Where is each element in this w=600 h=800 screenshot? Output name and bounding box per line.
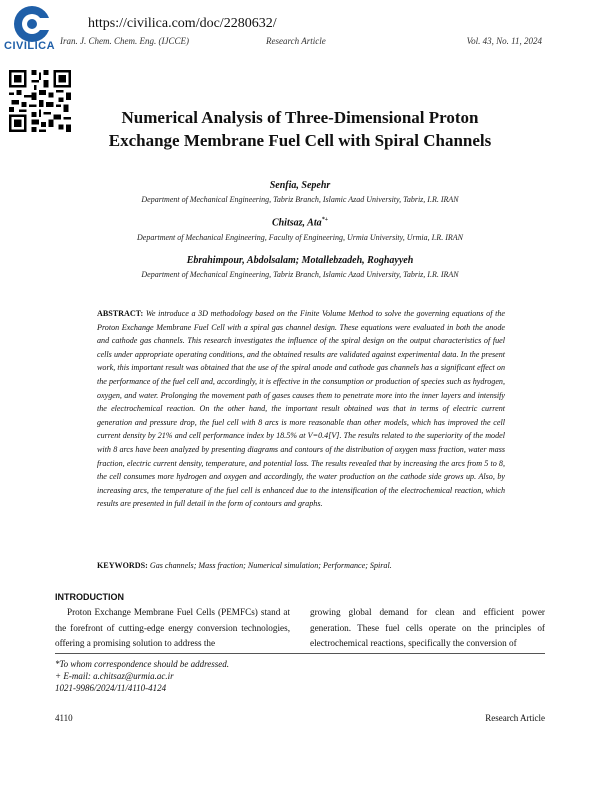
abstract-text: We introduce a 3D methodology based on the Finite Volume Method to solve the governing equations of the Proton Exchange Membrane Fuel Cell with a spiral gas channel design. These equations were evaluated in both the anode and cathode gas channels. This research investigates the influence of the spiral design on the output characteristics of fuel cells under appropriate operating conditions, and the obtained results are validated against experimental data. In the present work, this important result was obtained that the use of the spiral anode and cathode gas channels has a significant effect on the performance of the fuel cell and, accordingly, it is effective in the consumption or production of species such as hydrogen, oxygen, and water. Prolonging the movement path of gases causes them to penetrate more into the inner layers and intensify the electrochemical reaction. On the other hand, the important result obtained was that in terms of electric current generation and pressure drop, the fuel cell with 8 arcs is more reasonable than other models, which has improved the cell current density by 21% and cell performance index by 18.5% at V=0.4[V]. The results related to the superiority of the model with 8 arcs have been analyzed by presenting diagrams and contours of the distribution of oxygen mass fraction, water mass fraction, electric current density, temperature, and potential loss. The results revealed that by increasing the arcs from 5 to 8, the cell consumes more hydrogen and oxygen and accordingly, the water production on the cathode side grows up. Also, by increasing arcs, the temperature of the fuel cell is enhanced due to the intensification of the electrochemical reaction, which results are presented in full detail in the form of contours and graphs. <box>97 309 505 509</box>
footnote-divider <box>55 653 545 654</box>
abstract-label: ABSTRACT: <box>97 309 144 318</box>
keywords-label: KEYWORDS: <box>97 561 148 570</box>
logo-text: CIVILICA <box>4 40 56 52</box>
author-names: Chitsaz, Ata <box>271 217 322 229</box>
volume-info: Vol. 43, No. 11, 2024 <box>466 36 542 46</box>
author-group-1 <box>60 180 540 191</box>
journal-name: Iran. J. Chem. Chem. Eng. (IJCCE) <box>60 36 189 46</box>
intro-left-column: Proton Exchange Membrane Fuel Cells (PEMFCs) stand at the forefront of cutting-edge energy conversion technologies, offering a promising solution to address the <box>55 607 290 648</box>
title-line-1: Numerical Analysis of Three-Dimensional Proton <box>121 108 479 127</box>
introduction-heading: INTRODUCTION <box>55 592 124 602</box>
abstract <box>97 307 505 511</box>
keywords <box>97 561 505 570</box>
page-number: 4110 <box>55 713 73 723</box>
footnote-doi: 1021-9986/2024/11/4110-4124 <box>55 683 167 693</box>
author-affiliation-2: Department of Mechanical Engineering, Faculty of Engineering, Urmia University, Urmia, I.R. IRAN <box>137 233 463 242</box>
footnote-email[interactable]: + E-mail: a.chitsaz@urmia.ac.ir <box>55 671 174 681</box>
article-type: Research Article <box>266 36 326 46</box>
title-line-2: Exchange Membrane Fuel Cell with Spiral Channels <box>108 131 492 150</box>
document-url[interactable]: https://civilica.com/doc/2280632/ <box>88 16 277 31</box>
footnote-correspondence: *To whom correspondence should be addressed. <box>55 659 229 669</box>
paper-title <box>60 106 540 152</box>
keywords-text: Gas channels; Mass fraction; Numerical simulation; Performance; Spiral. <box>149 561 392 570</box>
author-names: Ebrahimpour, Abdolsalam; Motallebzadeh, Roghayyeh <box>186 255 414 266</box>
author-group-2 <box>60 217 540 228</box>
author-affiliation-3: Department of Mechanical Engineering, Tabriz Branch, Islamic Azad University, Tabriz, I.R. IRAN <box>141 270 459 279</box>
corresponding-mark: *+ <box>321 217 329 223</box>
footer-article-type: Research Article <box>485 713 545 723</box>
intro-right-column: growing global demand for clean and efficient power generation. These fuel cells operate on the principles of electrochemical reactions, specifically the conversion of <box>310 607 545 648</box>
author-affiliation-1: Department of Mechanical Engineering, Tabriz Branch, Islamic Azad University, Tabriz, I.R. IRAN <box>141 195 459 204</box>
author-group-3 <box>60 255 540 266</box>
author-names: Senfia, Sepehr <box>269 180 331 191</box>
